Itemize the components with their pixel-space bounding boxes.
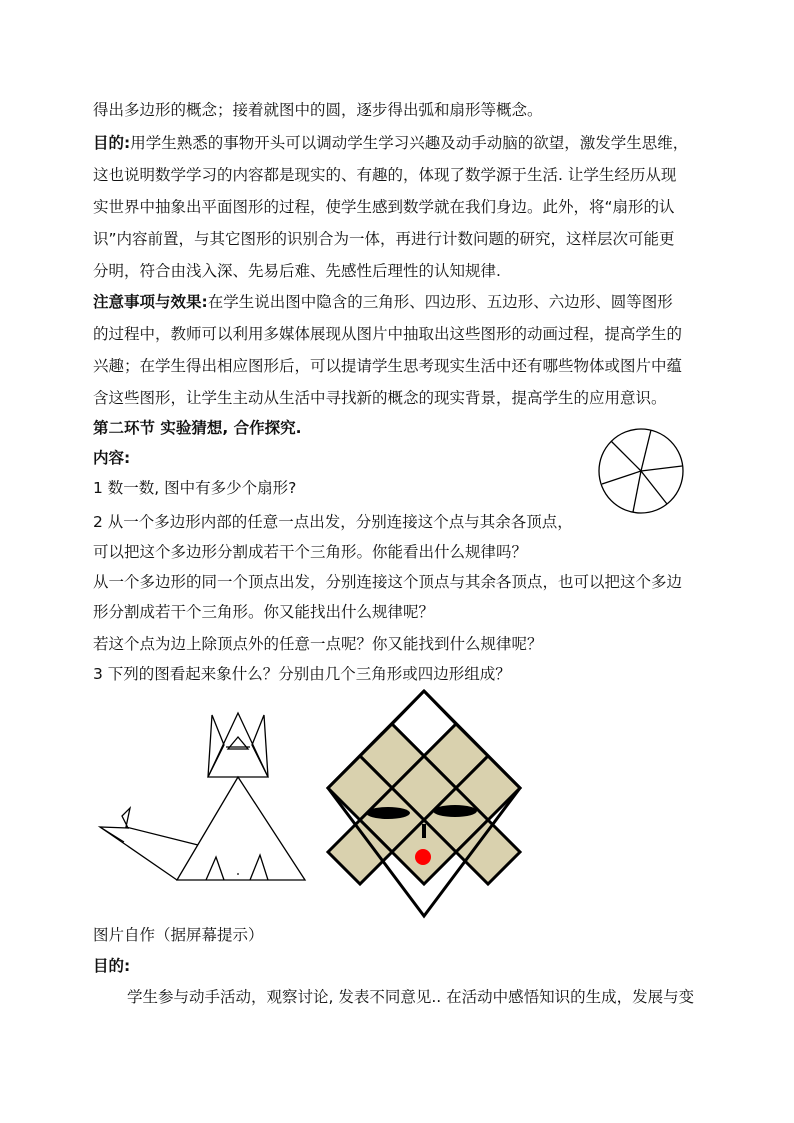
content-label: 内容: xyxy=(93,449,131,467)
question-2-line-5: 若这个点为边上除顶点外的任意一点呢？你又能找到什么规律呢？ xyxy=(93,635,543,653)
goal-line-5: 分明，符合由浅入深、先易后难、先感性后理性的认知规律. xyxy=(93,262,501,280)
section-heading: 第二环节 实验猜想, 合作探究. xyxy=(93,419,302,437)
notes-line-4: 含这些图形，让学生主动从生活中寻找新的概念的现实背景，提高学生的应用意识。 xyxy=(93,389,667,407)
notes-line-3: 兴趣；在学生得出相应图形后，可以提请学生思考现实生活中还有哪些物体或图片中蕴 xyxy=(93,357,683,375)
goal-line-4: 识”内容前置，与其它图形的识别合为一体，再进行计数问题的研究，这样层次可能更 xyxy=(93,230,675,248)
notes-text-1: 在学生说出图中隐含的三角形、四边形、五边形、六边形、圆等图形 xyxy=(207,293,673,311)
question-2-line-1: 2 从一个多边形内部的任意一点出发，分别连接这个点与其余各顶点， xyxy=(93,513,573,531)
notes-line-1 xyxy=(93,292,713,312)
paragraph-intro: 得出多边形的概念；接着就图中的圆，逐步得出弧和扇形等概念。 xyxy=(93,101,543,119)
tile-face-figure xyxy=(325,688,525,918)
question-3: 3 下列的图看起来象什么？分别由几个三角形或四边形组成？ xyxy=(93,665,511,683)
goal-line-1 xyxy=(93,133,713,153)
goal-line-3: 实世界中抽象出平面图形的过程，使学生感到数学就在我们身边。此外，将“扇形的认 xyxy=(93,198,675,216)
goal-text-1: 用学生熟悉的事物开头可以调动学生学习兴趣及动手动脑的欲望，激发学生思维， xyxy=(130,134,689,152)
goal-2-line-1: 学生参与动手活动，观察讨论, 发表不同意见.. 在活动中感悟知识的生成，发展与变 xyxy=(127,988,695,1006)
notes-label: 注意事项与效果: xyxy=(93,293,208,311)
question-2-line-3: 从一个多边形的同一个顶点出发，分别连接这个顶点与其余各顶点，也可以把这个多边 xyxy=(93,573,683,591)
fox-figure xyxy=(90,705,320,890)
notes-line-2: 的过程中，教师可以利用多媒体展现从图片中抽取出这些图形的动画过程，提高学生的 xyxy=(93,325,683,343)
sector-circle-figure xyxy=(597,426,687,516)
question-1: 1 数一数, 图中有多少个扇形? xyxy=(93,479,297,497)
goal-2-label: 目的: xyxy=(93,957,131,975)
question-2-line-2: 可以把这个多边形分割成若干个三角形。你能看出什么规律吗？ xyxy=(93,543,528,561)
question-2-line-4: 形分割成若干个三角形。你又能找出什么规律呢？ xyxy=(93,603,435,621)
goal-line-2: 这也说明数学学习的内容都是现实的、有趣的，体现了数学源于生活. 让学生经历从现 xyxy=(93,166,677,184)
goal-label: 目的: xyxy=(93,134,131,152)
figure-caption: 图片自作（据屏幕提示） xyxy=(93,926,264,944)
